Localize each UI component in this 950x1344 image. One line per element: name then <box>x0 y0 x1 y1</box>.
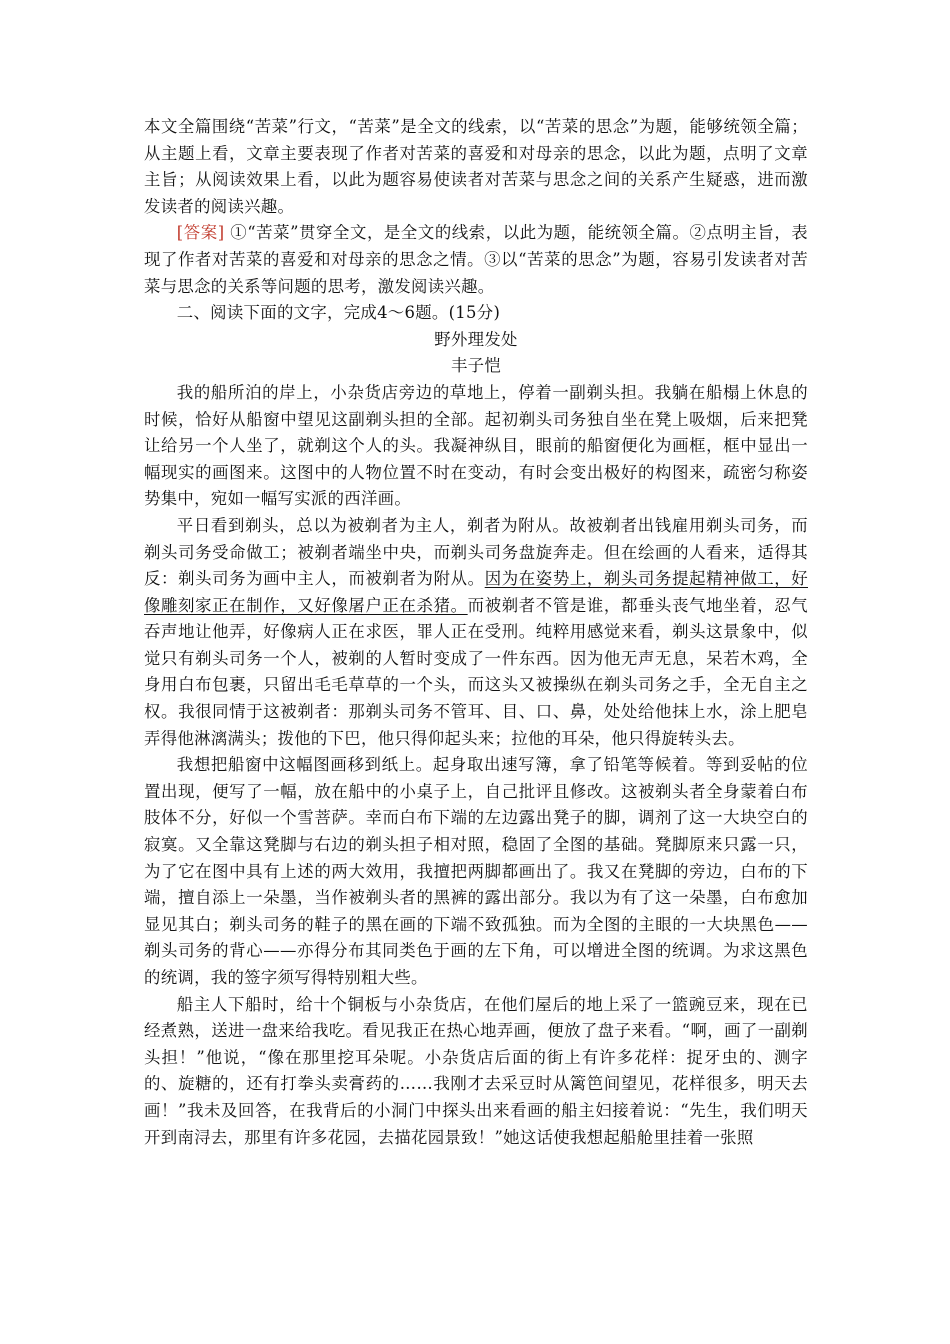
paragraph-2-text-after: 而被剃者不管是谁，都垂头丧气地坐着，忍气吞声地让他弄，好像病人正在求医，罪人正在受刑。纯粹用感觉来看，剃头这景象中，似觉只有剃头司务一个人，被剃的人暂时变成了一件东西。因为他无声无息，呆若木鸡，全身用白布包裹，只留出毛毛草草的一个头，而这头又被操纵在剃头司务之手，全无自主之权。我很同情于这被剃者：那剃头司务不管耳、目、口、鼻，处处给他抹上水，涂上肥皂弄得他淋漓满头；拨他的下巴，他只得仰起头来；拉他的耳朵，他只得旋转头去。 <box>144 595 808 748</box>
answer-tag: [答案] <box>176 223 225 243</box>
article-paragraph-3: 我想把船窗中这幅图画移到纸上。起身取出速写簿，拿了铅笔等候着。等到妥帖的位置出现，便写了一幅，放在船中的小桌子上，自己批评且修改。这被剃头者全身蒙着白布肢体不分，好似一个雪菩萨。幸而白布下端的左边露出凳子的脚，调剂了这一大块空白的寂寞。又全靠这凳脚与右边的剃头担子相对照，稳固了全图的基础。凳脚原来只露一只，为了它在图中具有上述的两大效用，我擅把两脚都画出了。我又在凳脚的旁边，白布的下端，擅自添上一朵墨，当作被剃头者的黑裤的露出部分。我以为有了这一朵墨，白布愈加显见其白；剃头司务的鞋子的黑在画的下端不致孤独。而为全图的主眼的一大块黑色——剃头司务的背心——亦得分布其同类色于画的左下角，可以增进全图的统调。为求这黑色的统调，我的签字须写得特别粗大些。 <box>144 755 808 987</box>
paragraph-2-text-before: 平日看到剃头，总以为被剃者为主人，剃者为附从。故被剃者出钱雇用剃头司务，而剃头司务受命做工；被剃者端坐中央，而剃头司务盘旋奔走。但在绘画的人看来，适得其反：剃头司务为画中主人，而被剃者为附从。 <box>144 515 808 589</box>
article-paragraph-2 <box>144 513 808 752</box>
article-author: 丰子恺 <box>450 356 502 376</box>
article-title: 野外理发处 <box>434 329 518 349</box>
analysis-paragraph: 本文全篇围绕“苦菜”行文，“苦菜”是全文的线索，以“苦菜的思念”为题，能够统领全篇；从主题上看，文章主要表现了作者对苦菜的喜爱和对母亲的思念，以此为题，点明了文章主旨；从阅读效果上看，以此为题容易使读者对苦菜与思念之间的关系产生疑惑，进而激发读者的阅读兴趣。 <box>144 117 808 216</box>
underlined-sentence: 因为在姿势上，剃头司务提起精神做工，好像雕刻家正在制作，又好像屠户正在杀猪。 <box>144 569 808 615</box>
article-paragraph-4: 船主人下船时，给十个铜板与小杂货店，在他们屋后的地上采了一篮豌豆来，现在已经煮熟，送进一盘来给我吃。看见我正在热心地弄画，便放了盘子来看。“啊，画了一副剃头担！”他说，“像在那里挖耳朵呢。小杂货店后面的街上有许多花样：捉牙虫的、测字的、旋糖的，还有打拳头卖膏药的……我刚才去采豆时从篱笆间望见，花样很多，明天去画！”我未及回答，在我背后的小洞门中探头出来看画的船主妇接着说：“先生，我们明天开到南浔去，那里有许多花园，去描花园景致！”她这话使我想起船舱里挂着一张照 <box>144 994 808 1147</box>
document-page <box>144 114 808 1151</box>
answer-paragraph <box>144 220 808 300</box>
article-paragraph-1: 我的船所泊的岸上，小杂货店旁边的草地上，停着一副剃头担。我躺在船榻上休息的时候，恰好从船窗中望见这副剃头担的全部。起初剃头司务独自坐在凳上吸烟，后来把凳让给另一个人坐了，就剃这个人的头。我凝神纵目，眼前的船窗便化为画框，框中显出一幅现实的画图来。这图中的人物位置不时在变动，有时会变出极好的构图来，疏密匀称姿势集中，宛如一幅写实派的西洋画。 <box>144 382 808 509</box>
answer-text: ①“苦菜”贯穿全文，是全文的线索，以此为题，能统领全篇。②点明主旨，表现了作者对苦菜的喜爱和对母亲的思念之情。③以“苦菜的思念”为题，容易引发读者对苦菜与思念的关系等问题的思考，激发阅读兴趣。 <box>144 223 808 296</box>
section-instruction: 二、阅读下面的文字，完成4～6题。(15分) <box>176 303 501 323</box>
